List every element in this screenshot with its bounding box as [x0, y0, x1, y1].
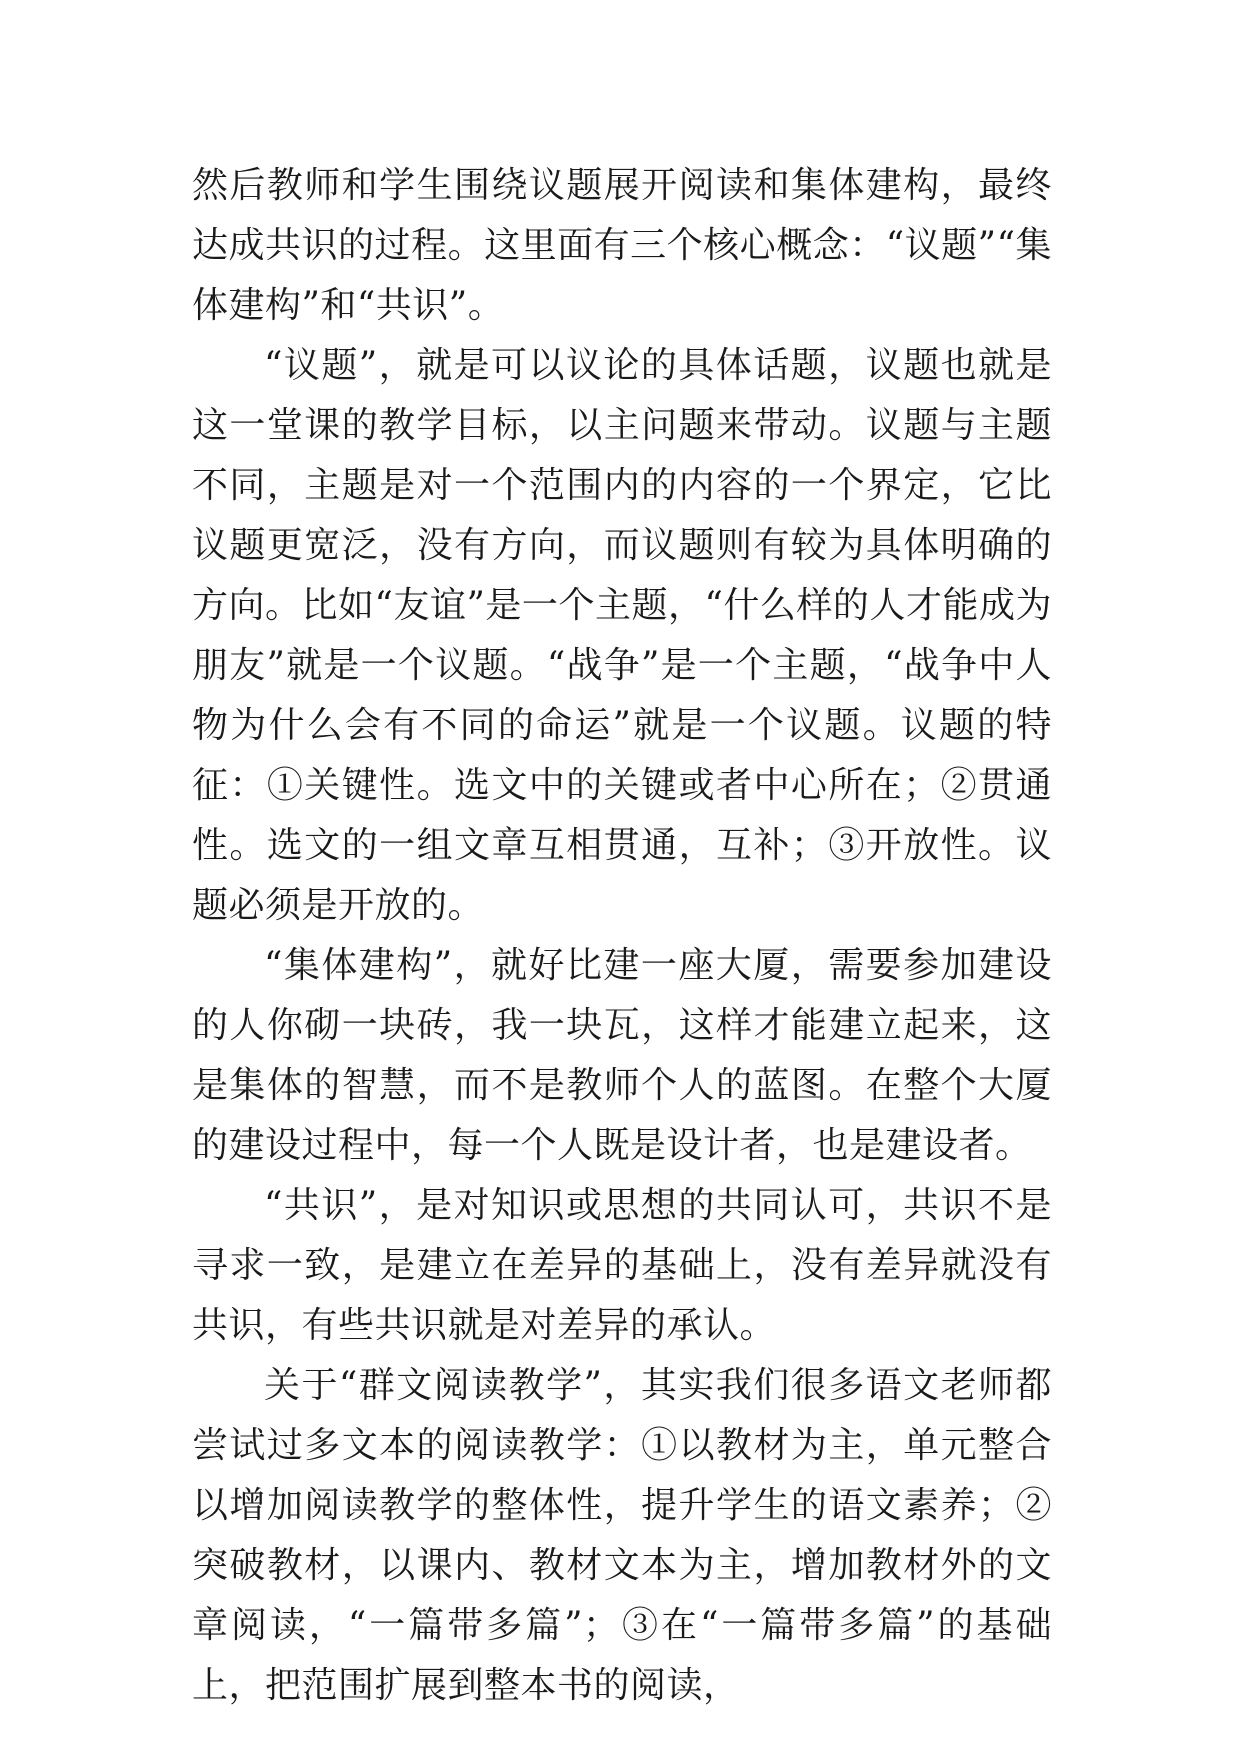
paragraph-4: “共识”，是对知识或思想的共同认可，共识不是寻求一致，是建立在差异的基础上，没有差异就没有共识，有些共识就是对差异的承认。	[192, 1185, 1052, 1346]
paragraph-5: 关于“群文阅读教学”，其实我们很多语文老师都尝试过多文本的阅读教学：①以教材为主，单元整合以增加阅读教学的整体性，提升学生的语文素养；②突破教材，以课内、教材文本为主，增加教材外的文章阅读，“一篇带多篇”；③在“一篇带多篇”的基础上，把范围扩展到整本书的阅读，	[192, 1365, 1052, 1706]
document-body	[192, 156, 1052, 1716]
paragraph-1: 然后教师和学生围绕议题展开阅读和集体建构，最终达成共识的过程。这里面有三个核心概念：“议题”“集体建构”和“共识”。	[192, 165, 1052, 326]
paragraph-2: “议题”，就是可以议论的具体话题，议题也就是这一堂课的教学目标，以主问题来带动。议题与主题不同，主题是对一个范围内的内容的一个界定，它比议题更宽泛，没有方向，而议题则有较为具体明确的方向。比如“友谊”是一个主题，“什么样的人才能成为朋友”就是一个议题。“战争”是一个主题，“战争中人物为什么会有不同的命运”就是一个议题。议题的特征：①关键性。选文中的关键或者中心所在；②贯通性。选文的一组文章互相贯通，互补；③开放性。议题必须是开放的。	[192, 345, 1052, 926]
paragraph-3: “集体建构”，就好比建一座大厦，需要参加建设的人你砌一块砖，我一块瓦，这样才能建立起来，这是集体的智慧，而不是教师个人的蓝图。在整个大厦的建设过程中，每一个人既是设计者，也是建设者。	[192, 945, 1052, 1166]
